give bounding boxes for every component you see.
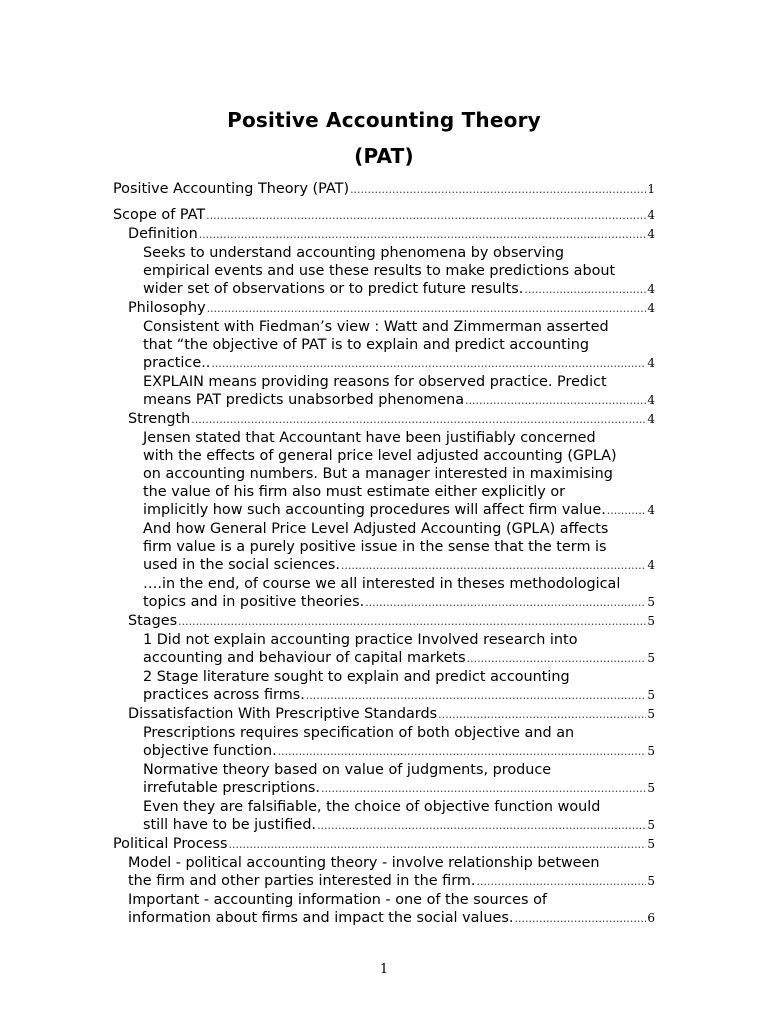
toc-entry-text: implicitly how such accounting procedures will affect firm value. [143,502,606,518]
toc-entry-text: 1 Did not explain accounting practice Involved research into [143,632,578,648]
dot-leader [514,910,646,928]
toc-entry-text: Prescriptions requires specification of both objective and an [143,725,575,741]
toc-entry-text: means PAT predicts unabsorbed phenomena [143,392,465,408]
toc-entry[interactable] [113,668,655,705]
toc-entry[interactable] [113,798,655,835]
toc-page-number: 5 [647,651,655,665]
toc-page-number: 4 [647,393,655,407]
toc-page-number: 5 [647,688,655,702]
toc-page-number: 4 [647,208,655,222]
toc-entry[interactable] [113,410,655,429]
toc-entry-text: objective function. [143,743,277,759]
toc-entry-text: accounting and behaviour of capital markets [143,650,466,666]
toc-entry[interactable] [113,429,655,520]
toc-entry-text: firm value is a purely positive issue in the sense that the term is [143,539,607,555]
toc-page-number: 1 [647,182,655,196]
toc-entry-text: Political Process [113,836,228,852]
toc-page-number: 6 [647,911,655,925]
toc-entry[interactable] [113,206,655,225]
toc-entry[interactable] [113,180,655,199]
toc-page-number: 5 [647,595,655,609]
toc-page-number: 5 [647,818,655,832]
toc-entry-text: information about firms and impact the social values. [128,910,514,926]
dot-leader [278,743,647,761]
dot-leader [476,873,646,891]
dot-leader [317,817,646,835]
toc-entry-text: with the effects of general price level adjusted accounting (GPLA) [143,448,617,464]
document-title: Positive Accounting Theory [227,108,541,132]
dot-leader [438,706,646,724]
toc-entry[interactable] [113,373,655,410]
dot-leader [229,836,647,854]
toc-page-number: 4 [647,503,655,517]
toc-entry-text: Stages [128,613,178,629]
toc-page-number: 5 [647,744,655,758]
document-subtitle: (PAT) [354,144,414,168]
toc-entry-text: empirical events and use these results to make predictions about [143,263,616,279]
toc-page-number: 5 [647,614,655,628]
toc-entry[interactable] [113,225,655,244]
toc-entry-text: topics and in positive theories. [143,594,365,610]
toc-page-number: 5 [647,707,655,721]
dot-leader [467,650,647,668]
toc-page-number: 4 [647,227,655,241]
toc-entry-text: Important - accounting information - one of the sources of [128,892,547,908]
toc-entry-text: Scope of PAT [113,207,206,223]
toc-entry-text: Normative theory based on value of judgments, produce [143,762,552,778]
toc-page-number: 5 [647,874,655,888]
dot-leader [199,226,647,244]
toc-entry[interactable] [113,724,655,761]
toc-page-number: 5 [647,781,655,795]
toc-entry-text: irrefutable prescriptions. [143,780,321,796]
toc-entry[interactable] [113,705,655,724]
toc-entry-text: used in the social sciences. [143,557,340,573]
toc-entry[interactable] [113,520,655,575]
dot-leader [321,780,646,798]
dot-leader [365,594,646,612]
toc-entry[interactable] [113,575,655,612]
toc-page-number: 4 [647,356,655,370]
toc-entry[interactable] [113,891,655,928]
toc-entry[interactable] [113,299,655,318]
toc-entry-text: Jensen stated that Accountant have been justifiably concerned [143,430,596,446]
toc-entry-text: on accounting numbers. But a manager interested in maximising [143,466,613,482]
toc-page-number: 4 [647,558,655,572]
toc-entry-text: And how General Price Level Adjusted Accounting (GPLA) affects [143,521,609,537]
dot-leader [211,355,646,373]
toc-page-number: 4 [647,412,655,426]
dot-leader [206,207,646,225]
table-of-contents [113,180,655,928]
dot-leader [207,300,647,318]
toc-entry-text: the value of his firm also must estimate either explicitly or [143,484,566,500]
page-number-footer: 1 [379,962,389,977]
toc-page-number: 4 [647,282,655,296]
toc-entry-text: still have to be justified. [143,817,317,833]
dot-leader [306,687,647,705]
toc-entry-text: Seeks to understand accounting phenomena by observing [143,245,564,261]
toc-entry-text: the firm and other parties interested in the firm. [128,873,476,889]
dot-leader [524,281,646,299]
toc-entry-text: Dissatisfaction With Prescriptive Standards [128,706,438,722]
toc-entry[interactable] [113,318,655,373]
toc-entry-text: 2 Stage literature sought to explain and predict accounting [143,669,570,685]
toc-entry[interactable] [113,835,655,854]
toc-entry-text: practice.. [143,355,211,371]
dot-leader [341,557,646,575]
toc-entry-text: Strength [128,411,191,427]
dot-leader [465,392,646,410]
toc-entry-text: Model - political accounting theory - involve relationship between [128,855,600,871]
toc-entry-text: practices across firms. [143,687,305,703]
dot-leader [178,613,646,631]
toc-entry[interactable] [113,612,655,631]
toc-entry-text: Even they are falsifiable, the choice of objective function would [143,799,601,815]
toc-page-number: 4 [647,301,655,315]
toc-entry-text: Consistent with Fiedman’s view : Watt and Zimmerman asserted [143,319,609,335]
dot-leader [607,502,647,520]
toc-entry-text: Positive Accounting Theory (PAT) [113,181,350,197]
dot-leader [350,181,646,199]
toc-entry-text: that “the objective of PAT is to explain and predict accounting [143,337,589,353]
toc-page-number: 5 [647,837,655,851]
toc-entry-text: Definition [128,226,198,242]
toc-entry-text: Philosophy [128,300,206,316]
toc-entry-text: EXPLAIN means providing reasons for observed practice. Predict [143,374,607,390]
toc-entry[interactable] [113,854,655,891]
toc-entry[interactable] [113,631,655,668]
toc-entry-text: wider set of observations or to predict future results. [143,281,524,297]
toc-entry[interactable] [113,761,655,798]
toc-entry-text: ….in the end, of course we all interested in theses methodological [143,576,621,592]
dot-leader [191,411,646,429]
toc-entry[interactable] [113,244,655,299]
